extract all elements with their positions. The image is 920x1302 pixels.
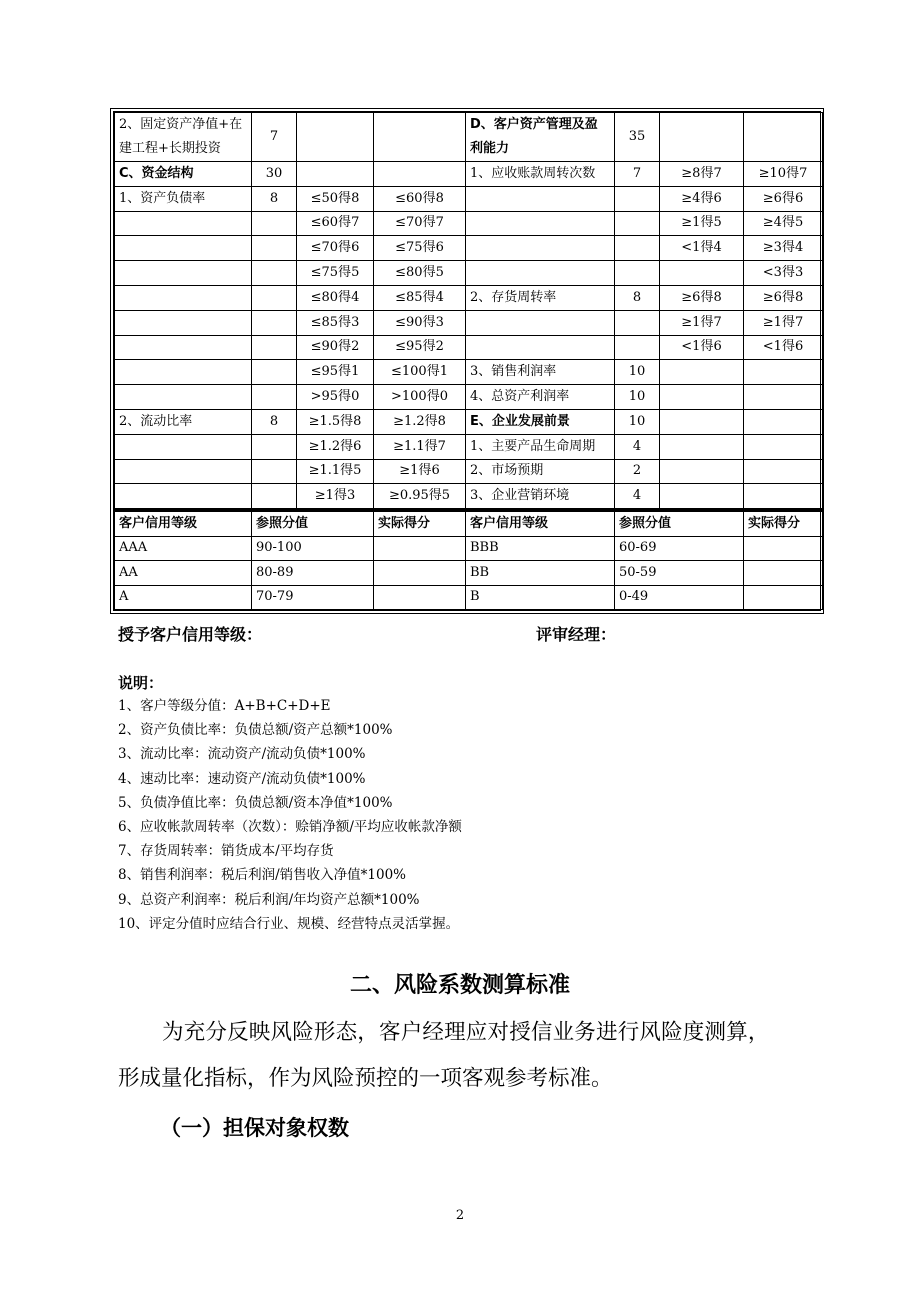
- subheading: （一）担保对象权数: [160, 1116, 349, 1140]
- table-row: [115, 310, 823, 335]
- table-cell: [615, 310, 660, 335]
- table-cell: E、企业发展前景: [466, 409, 615, 434]
- table-cell: [615, 236, 660, 261]
- table-cell: [615, 261, 660, 286]
- grade-cell: BB: [466, 561, 615, 586]
- grade-cell: 0-49: [615, 585, 744, 610]
- table-cell: ≤80得4: [297, 285, 374, 310]
- grade-cell: [374, 561, 466, 586]
- table-cell: [115, 285, 252, 310]
- score-criteria-table: [114, 112, 823, 509]
- table-row: [115, 162, 823, 187]
- table-cell: 3、企业营销环境: [466, 484, 615, 509]
- table-cell: [466, 261, 615, 286]
- table-cell: [374, 162, 466, 187]
- grade-row: [115, 536, 823, 561]
- grade-cell: 90-100: [252, 536, 374, 561]
- grade-cell: BBB: [466, 536, 615, 561]
- table-row: [115, 484, 823, 509]
- table-cell: ≤100得1: [374, 360, 466, 385]
- credit-score-table-frame: [110, 108, 824, 614]
- notes-section: [118, 672, 818, 936]
- table-cell: ≤75得5: [297, 261, 374, 286]
- note-line: 4、速动比率：速动资产/流动负债*100%: [118, 770, 366, 787]
- table-cell: ≥1.2得6: [297, 434, 374, 459]
- table-cell: [252, 459, 297, 484]
- table-row: [115, 459, 823, 484]
- table-cell: [252, 484, 297, 509]
- note-line: 2、资产负债比率：负债总额/资产总额*100%: [118, 722, 393, 739]
- credit-grade-table: [114, 509, 823, 610]
- table-row: [115, 409, 823, 434]
- table-cell: <3得3: [744, 261, 823, 286]
- table-cell: [660, 360, 744, 385]
- note-line: 6、应收帐款周转率（次数）：赊销净额/平均应收帐款净额: [118, 818, 462, 835]
- table-cell: ≥4得6: [660, 186, 744, 211]
- grade-cell: [744, 536, 823, 561]
- table-cell: 2: [615, 459, 660, 484]
- table-cell: 10: [615, 409, 660, 434]
- note-line: 1、客户等级分值：A+B+C+D+E: [118, 698, 331, 714]
- grade-header-cell: 实际得分: [744, 511, 823, 537]
- table-cell: [115, 236, 252, 261]
- table-cell: [252, 335, 297, 360]
- table-cell: [466, 236, 615, 261]
- table-cell: [744, 385, 823, 410]
- table-cell: 7: [615, 162, 660, 187]
- note-line: 7、存货周转率：销货成本/平均存货: [118, 843, 334, 860]
- table-cell: ≥3得4: [744, 236, 823, 261]
- table-cell: ≥1得6: [374, 459, 466, 484]
- grade-cell: 80-89: [252, 561, 374, 586]
- table-cell: [744, 459, 823, 484]
- table-cell: [615, 211, 660, 236]
- table-cell: 1、资产负债率: [115, 186, 252, 211]
- table-cell: ≥4得5: [744, 211, 823, 236]
- notes-title: 说明：: [118, 674, 164, 692]
- table-cell: ≥1得7: [744, 310, 823, 335]
- table-cell: [660, 261, 744, 286]
- grade-cell: AAA: [115, 536, 252, 561]
- table-cell: [660, 113, 744, 162]
- table-cell: ≤85得4: [374, 285, 466, 310]
- intro-paragraph: [118, 1010, 818, 1102]
- grade-cell: 50-59: [615, 561, 744, 586]
- table-cell: 10: [615, 385, 660, 410]
- table-cell: [744, 434, 823, 459]
- table-cell: C、资金结构: [115, 162, 252, 187]
- table-cell: 8: [252, 186, 297, 211]
- table-cell: [615, 186, 660, 211]
- table-row: [115, 360, 823, 385]
- table-cell: 4: [615, 484, 660, 509]
- table-cell: [115, 360, 252, 385]
- grade-row: [115, 585, 823, 610]
- table-cell: [252, 211, 297, 236]
- table-cell: [660, 409, 744, 434]
- grade-cell: [744, 561, 823, 586]
- table-cell: ≥0.95得5: [374, 484, 466, 509]
- table-row: [115, 385, 823, 410]
- page-number: 2: [455, 1208, 465, 1223]
- table-cell: 2、流动比率: [115, 409, 252, 434]
- table-cell: 8: [252, 409, 297, 434]
- table-cell: ≥1得7: [660, 310, 744, 335]
- table-cell: ≤95得1: [297, 360, 374, 385]
- table-cell: 4: [615, 434, 660, 459]
- table-cell: [660, 459, 744, 484]
- paragraph-line: 为充分反映风险形态，客户经理应对授信业务进行风险度测算，: [162, 1020, 770, 1045]
- table-cell: [660, 385, 744, 410]
- section-heading: 二、风险系数测算标准: [349, 973, 570, 998]
- table-cell: >95得0: [297, 385, 374, 410]
- table-cell: >100得0: [374, 385, 466, 410]
- table-cell: ≤90得3: [374, 310, 466, 335]
- grade-cell: [374, 585, 466, 610]
- table-cell: 1、主要产品生命周期: [466, 434, 615, 459]
- table-cell: <1得6: [744, 335, 823, 360]
- table-cell: [252, 434, 297, 459]
- table-cell: [744, 113, 823, 162]
- table-cell: ≤70得7: [374, 211, 466, 236]
- table-cell: ≤90得2: [297, 335, 374, 360]
- table-row: [115, 285, 823, 310]
- grade-cell: 70-79: [252, 585, 374, 610]
- table-cell: [297, 113, 374, 162]
- grade-header-cell: 客户信用等级: [466, 511, 615, 537]
- table-cell: 2、存货周转率: [466, 285, 615, 310]
- table-cell: 2、固定资产净值+在建工程+长期投资: [115, 113, 252, 162]
- note-line: 9、总资产利润率：税后利润/年均资产总额*100%: [118, 891, 420, 908]
- table-cell: 30: [252, 162, 297, 187]
- table-cell: 4、总资产利润率: [466, 385, 615, 410]
- table-cell: ≥6得6: [744, 186, 823, 211]
- table-row: [115, 211, 823, 236]
- table-cell: [252, 385, 297, 410]
- table-cell: ≤85得3: [297, 310, 374, 335]
- table-cell: [115, 211, 252, 236]
- table-cell: ≥1得5: [660, 211, 744, 236]
- table-cell: ≤50得8: [297, 186, 374, 211]
- table-cell: [115, 261, 252, 286]
- table-cell: [115, 335, 252, 360]
- paragraph-line: 形成量化指标，作为风险预控的一项客观参考标准。: [118, 1066, 613, 1091]
- table-cell: [466, 211, 615, 236]
- table-cell: ≥1.5得8: [297, 409, 374, 434]
- table-row: [115, 113, 823, 162]
- table-cell: 1、应收账款周转次数: [466, 162, 615, 187]
- table-cell: ≥8得7: [660, 162, 744, 187]
- table-cell: [252, 236, 297, 261]
- table-cell: [660, 484, 744, 509]
- table-cell: ≤70得6: [297, 236, 374, 261]
- table-cell: ≤60得7: [297, 211, 374, 236]
- grade-cell: [744, 585, 823, 610]
- table-cell: [115, 310, 252, 335]
- table-cell: ≥1.2得8: [374, 409, 466, 434]
- grade-cell: B: [466, 585, 615, 610]
- table-cell: [252, 360, 297, 385]
- table-row: [115, 236, 823, 261]
- grant-credit-level-label: 授予客户信用等级：: [118, 625, 263, 644]
- table-cell: [252, 310, 297, 335]
- table-cell: [615, 335, 660, 360]
- table-cell: 8: [615, 285, 660, 310]
- table-cell: ≥6得8: [660, 285, 744, 310]
- table-cell: 35: [615, 113, 660, 162]
- table-cell: [252, 261, 297, 286]
- table-cell: [466, 335, 615, 360]
- grade-cell: 60-69: [615, 536, 744, 561]
- table-cell: [115, 385, 252, 410]
- table-cell: [744, 409, 823, 434]
- table-cell: ≥1.1得7: [374, 434, 466, 459]
- grade-header-cell: 实际得分: [374, 511, 466, 537]
- grade-header-cell: 参照分值: [252, 511, 374, 537]
- note-line: 10、评定分值时应结合行业、规模、经营特点灵活掌握。: [118, 915, 460, 932]
- note-line: 5、负债净值比率：负债总额/资本净值*100%: [118, 794, 393, 811]
- grade-cell: [374, 536, 466, 561]
- table-cell: ≤80得5: [374, 261, 466, 286]
- note-line: 3、流动比率：流动资产/流动负债*100%: [118, 746, 366, 763]
- table-cell: ≤60得8: [374, 186, 466, 211]
- table-cell: <1得6: [660, 335, 744, 360]
- table-cell: D、客户资产管理及盈利能力: [466, 113, 615, 162]
- note-line: 8、销售利润率：税后利润/销售收入净值*100%: [118, 867, 406, 884]
- table-cell: [115, 484, 252, 509]
- table-cell: 3、销售利润率: [466, 360, 615, 385]
- table-cell: ≤95得2: [374, 335, 466, 360]
- table-row: [115, 434, 823, 459]
- table-cell: [466, 186, 615, 211]
- grade-header-row: [115, 511, 823, 537]
- table-cell: ≤75得6: [374, 236, 466, 261]
- table-cell: 7: [252, 113, 297, 162]
- table-cell: [297, 162, 374, 187]
- table-cell: ≥10得7: [744, 162, 823, 187]
- table-cell: [744, 484, 823, 509]
- table-row: [115, 261, 823, 286]
- table-row: [115, 186, 823, 211]
- grade-header-cell: 参照分值: [615, 511, 744, 537]
- table-cell: ≥1得3: [297, 484, 374, 509]
- table-cell: ≥1.1得5: [297, 459, 374, 484]
- grade-row: [115, 561, 823, 586]
- reviewer-label: 评审经理：: [536, 625, 617, 644]
- table-cell: [115, 459, 252, 484]
- grade-header-cell: 客户信用等级: [115, 511, 252, 537]
- table-cell: [115, 434, 252, 459]
- table-cell: ≥6得8: [744, 285, 823, 310]
- table-cell: [744, 360, 823, 385]
- table-cell: 2、市场预期: [466, 459, 615, 484]
- table-cell: <1得4: [660, 236, 744, 261]
- table-cell: [252, 285, 297, 310]
- table-row: [115, 335, 823, 360]
- table-cell: [374, 113, 466, 162]
- grade-cell: A: [115, 585, 252, 610]
- table-cell: [466, 310, 615, 335]
- table-cell: [660, 434, 744, 459]
- grade-cell: AA: [115, 561, 252, 586]
- table-cell: 10: [615, 360, 660, 385]
